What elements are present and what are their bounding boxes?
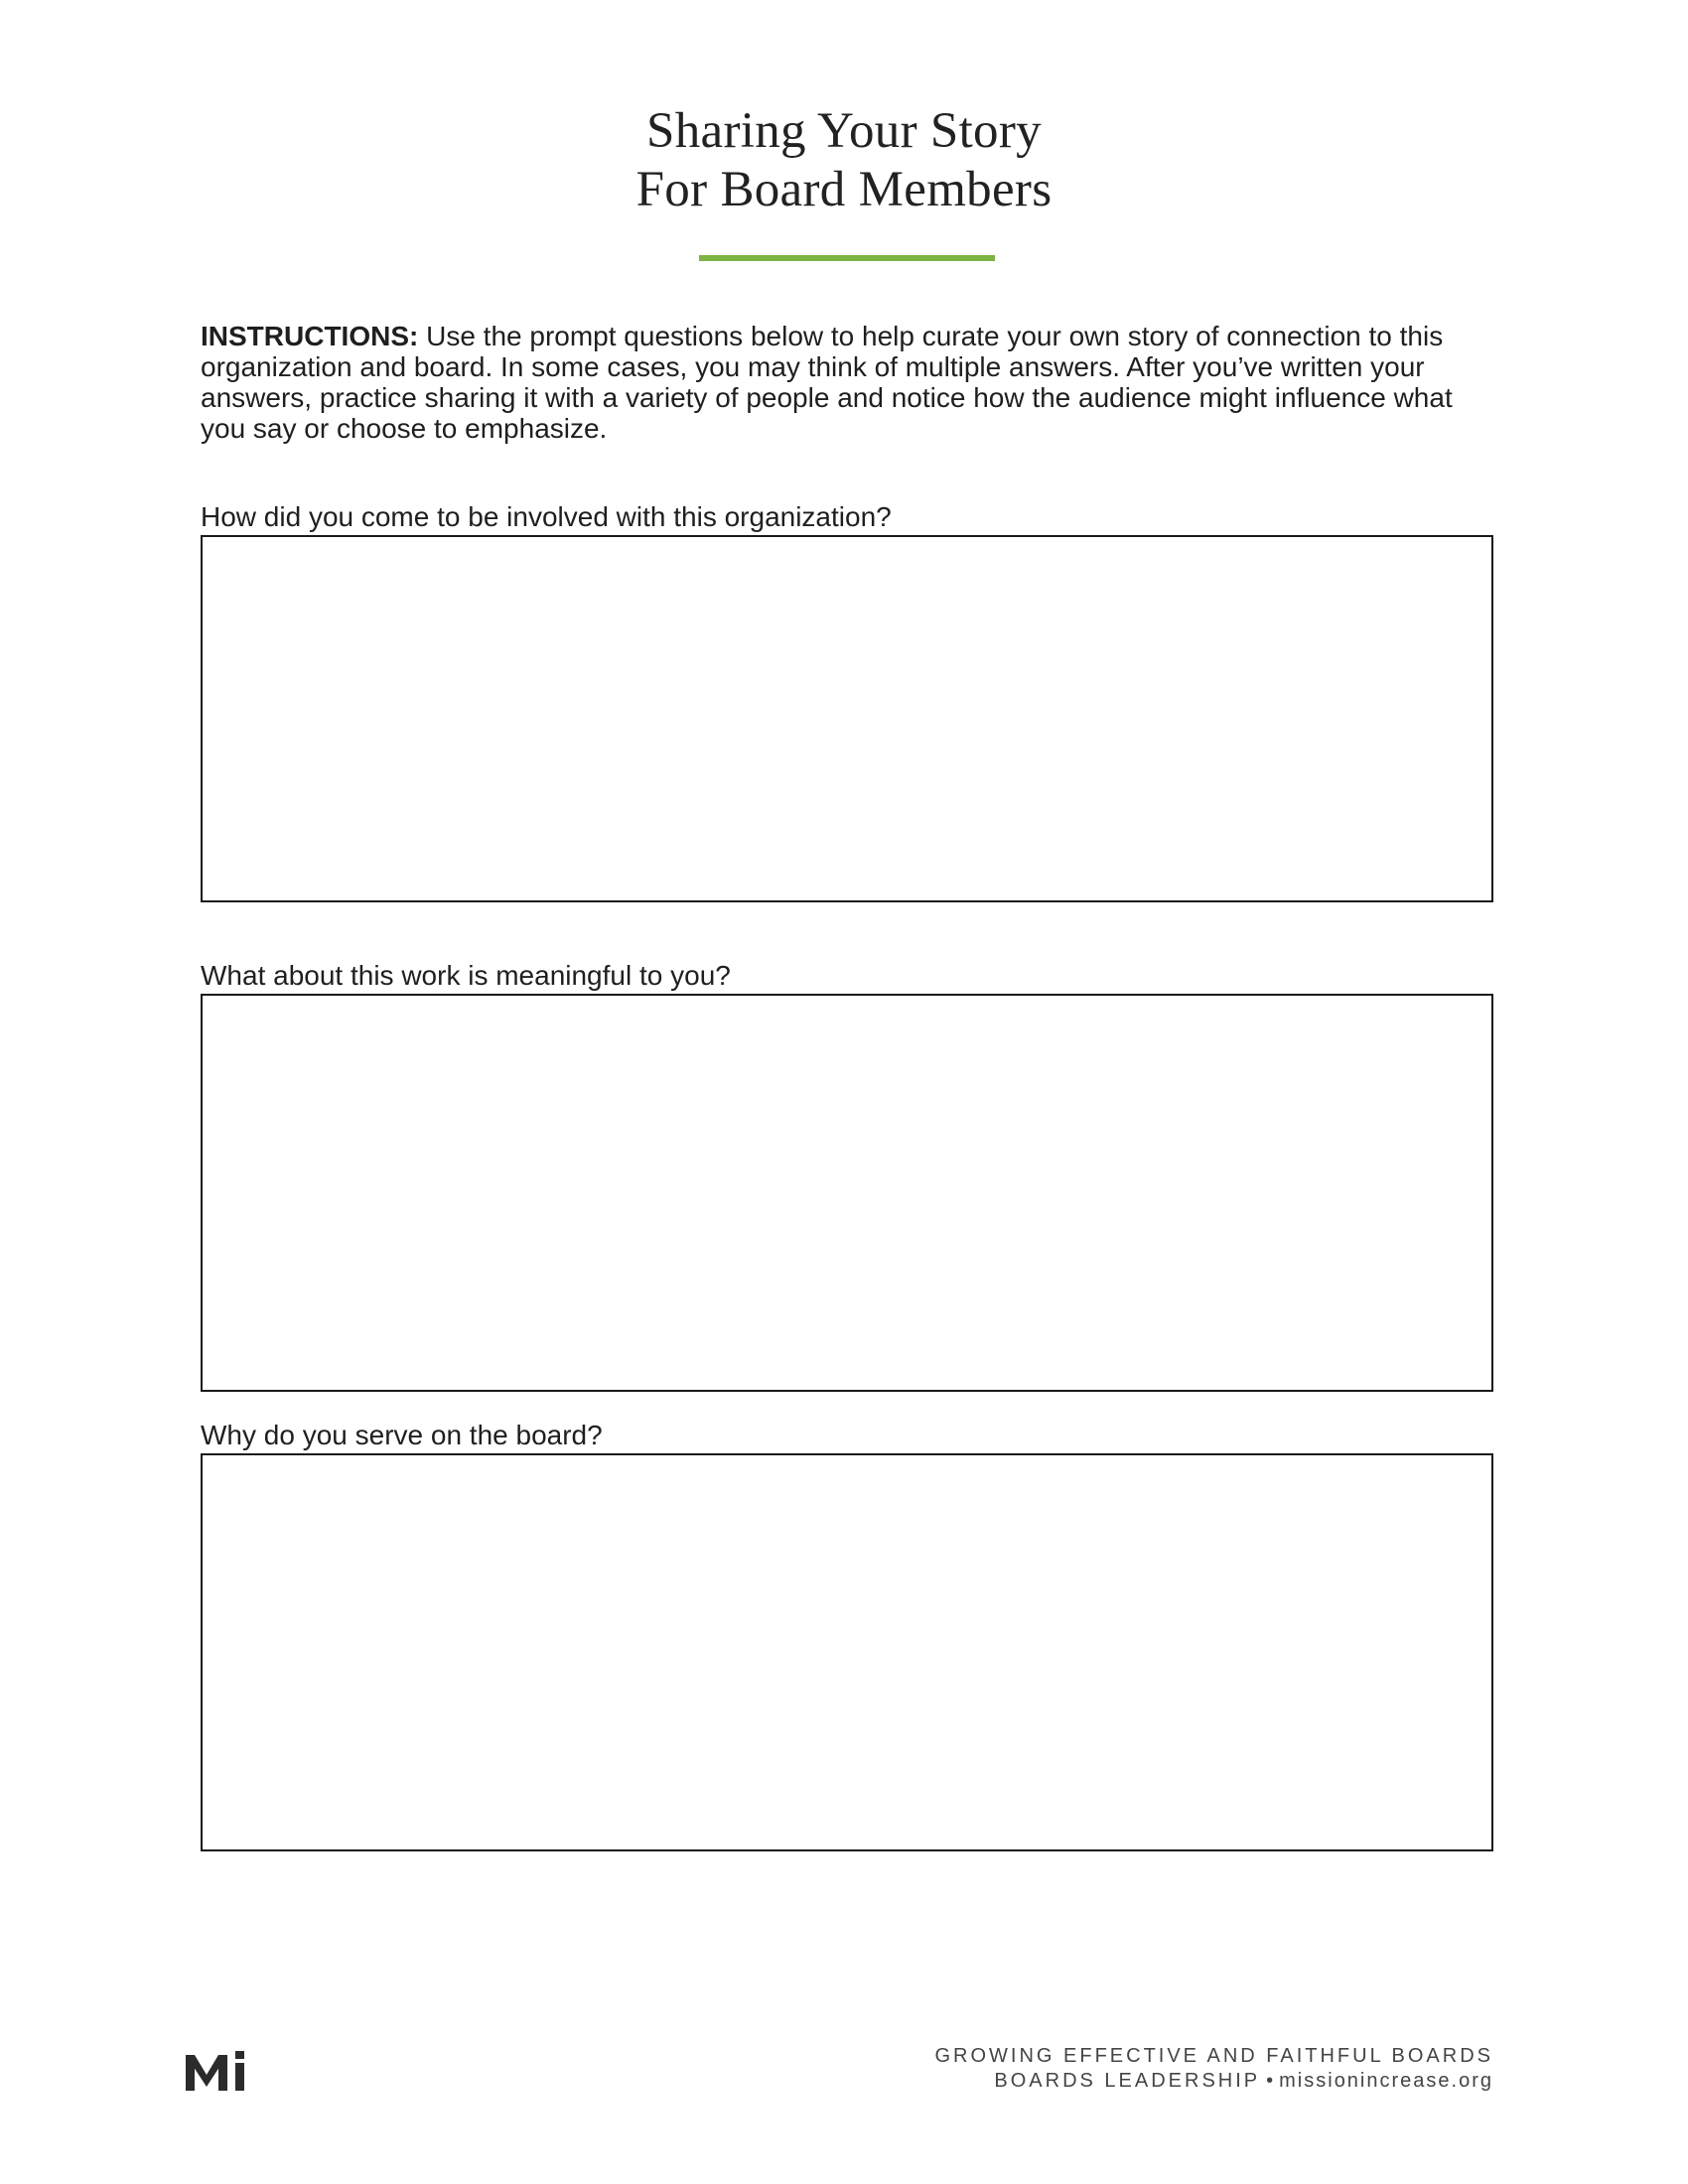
- footer: [934, 2044, 1493, 2094]
- answer-box-2[interactable]: [201, 994, 1493, 1392]
- page-title: [0, 102, 1688, 219]
- instructions-paragraph: [201, 321, 1501, 444]
- title-divider: [699, 255, 995, 261]
- mission-increase-logo: [186, 2051, 249, 2091]
- title-line-2: For Board Members: [635, 162, 1053, 217]
- question-2-label: What about this work is meaningful to you?: [201, 960, 731, 991]
- instructions-label: INSTRUCTIONS:: [201, 321, 419, 351]
- footer-tagline: GROWING EFFECTIVE AND FAITHFUL BOARDS: [934, 2045, 1493, 2067]
- question-3-label: Why do you serve on the board?: [201, 1420, 603, 1450]
- footer-credit: [934, 2069, 1493, 2094]
- answer-box-1[interactable]: [201, 535, 1493, 902]
- question-1-label: How did you come to be involved with this organization?: [201, 501, 892, 532]
- footer-website-link[interactable]: missionincrease.org: [1279, 2070, 1493, 2092]
- footer-section: BOARDS LEADERSHIP: [994, 2070, 1261, 2092]
- title-line-1: Sharing Your Story: [646, 103, 1042, 159]
- answer-box-3[interactable]: [201, 1453, 1493, 1851]
- instructions-text: Use the prompt questions below to help curate your own story of connection to this organization and board. In some cases, you may think of multiple answers. After you’ve written your answers, practice sharing it with a variety of people and notice how the audience might influence what you say or choose to emphasize.: [201, 321, 1453, 444]
- footer-separator: •: [1266, 2070, 1274, 2092]
